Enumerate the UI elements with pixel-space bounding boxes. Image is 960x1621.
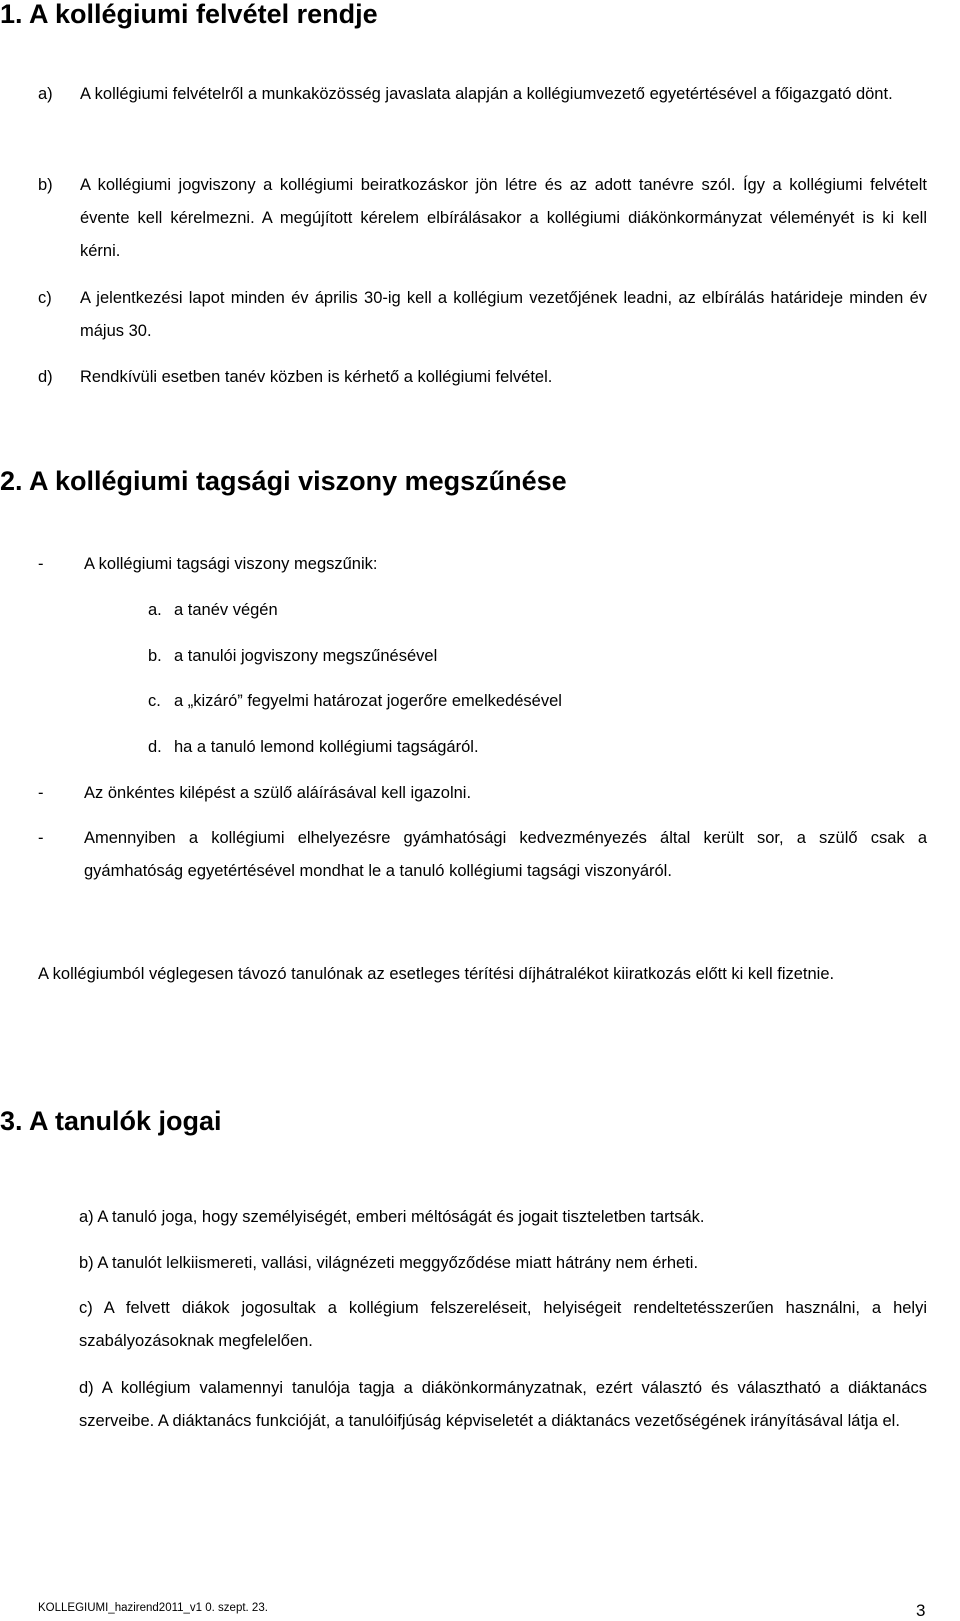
list-marker-b: b) [38, 176, 53, 194]
sublist-item-a: a tanév végén [174, 601, 278, 619]
rights-item-c: c) A felvett diákok jogosultak a kollégium felszereléseit, helyiségeit rendeltetésszerűen használni, a helyi szabályozásoknak megfelelően. [79, 1299, 927, 1350]
fee-paragraph: A kollégiumból véglegesen távozó tanulónak az esetleges térítési díjhátralékot kiiratkozás előtt ki kell fizetnie. [38, 965, 835, 983]
bullet-item-termination: A kollégiumi tagsági viszony megszűnik: [84, 555, 378, 573]
sublist-item-c: a „kizáró” fegyelmi határozat jogerőre emelkedésével [174, 692, 562, 710]
bullet-item-voluntary-exit: Az önkéntes kilépést a szülő aláírásával kell igazolni. [84, 784, 472, 802]
list-marker-a: a) [38, 85, 53, 103]
sublist-marker-d: d. [148, 738, 162, 756]
list-marker-d: d) [38, 368, 53, 386]
list-item-a: A kollégiumi felvételről a munkaközösség javaslata alapján a kollégiumvezető egyetértésével a főigazgató dönt. [80, 85, 893, 103]
sublist-marker-c: c. [148, 692, 161, 710]
section-2-heading: 2. A kollégiumi tagsági viszony megszűnése [0, 466, 567, 496]
footer-document-id: KOLLEGIUMI_hazirend2011_v1 0. szept. 23. [38, 1602, 268, 1614]
list-item-b: A kollégiumi jogviszony a kollégiumi beiratkozáskor jön létre és az adott tanévre szól. Így a kollégiumi felvételt évente kell kérelmezni. A megújított kérelem elbírálásakor a kollégiumi diákönkormányzat véleményét is ki kell kérni. [80, 176, 927, 260]
bullet-marker: - [38, 555, 44, 573]
section-3-heading: 3. A tanulók jogai [0, 1106, 222, 1136]
sublist-item-d: ha a tanuló lemond kollégiumi tagságáról. [174, 738, 479, 756]
page-number: 3 [916, 1601, 926, 1620]
list-item-c: A jelentkezési lapot minden év április 30-ig kell a kollégium vezetőjének leadni, az elbírálás határideje minden év május 30. [80, 289, 927, 340]
bullet-marker: - [38, 784, 44, 802]
list-marker-c: c) [38, 289, 52, 307]
bullet-marker: - [38, 829, 44, 847]
rights-item-b: b) A tanulót lelkiismereti, vallási, világnézeti meggyőződése miatt hátrány nem érheti. [79, 1254, 699, 1272]
section-1-heading: 1. A kollégiumi felvétel rendje [0, 0, 378, 29]
sublist-marker-a: a. [148, 601, 162, 619]
rights-item-a: a) A tanuló joga, hogy személyiségét, emberi méltóságát és jogait tiszteletben tartsák. [79, 1208, 705, 1226]
bullet-item-guardianship: Amennyiben a kollégiumi elhelyezésre gyámhatósági kedvezményezés által került sor, a szülő csak a gyámhatóság egyetértésével mondhat le a tanuló kollégiumi tagsági viszonyáról. [84, 829, 927, 880]
sublist-item-b: a tanulói jogviszony megszűnésével [174, 647, 438, 665]
rights-item-d: d) A kollégium valamennyi tanulója tagja a diákönkormányzatnak, ezért választó és választható a diáktanács szerveibe. A diáktanács funkcióját, a tanulóifjúság képviseletét a diáktanács vezetőségének irányításával látja el. [79, 1379, 927, 1430]
list-item-d: Rendkívüli esetben tanév közben is kérhető a kollégiumi felvétel. [80, 368, 553, 386]
sublist-marker-b: b. [148, 647, 162, 665]
